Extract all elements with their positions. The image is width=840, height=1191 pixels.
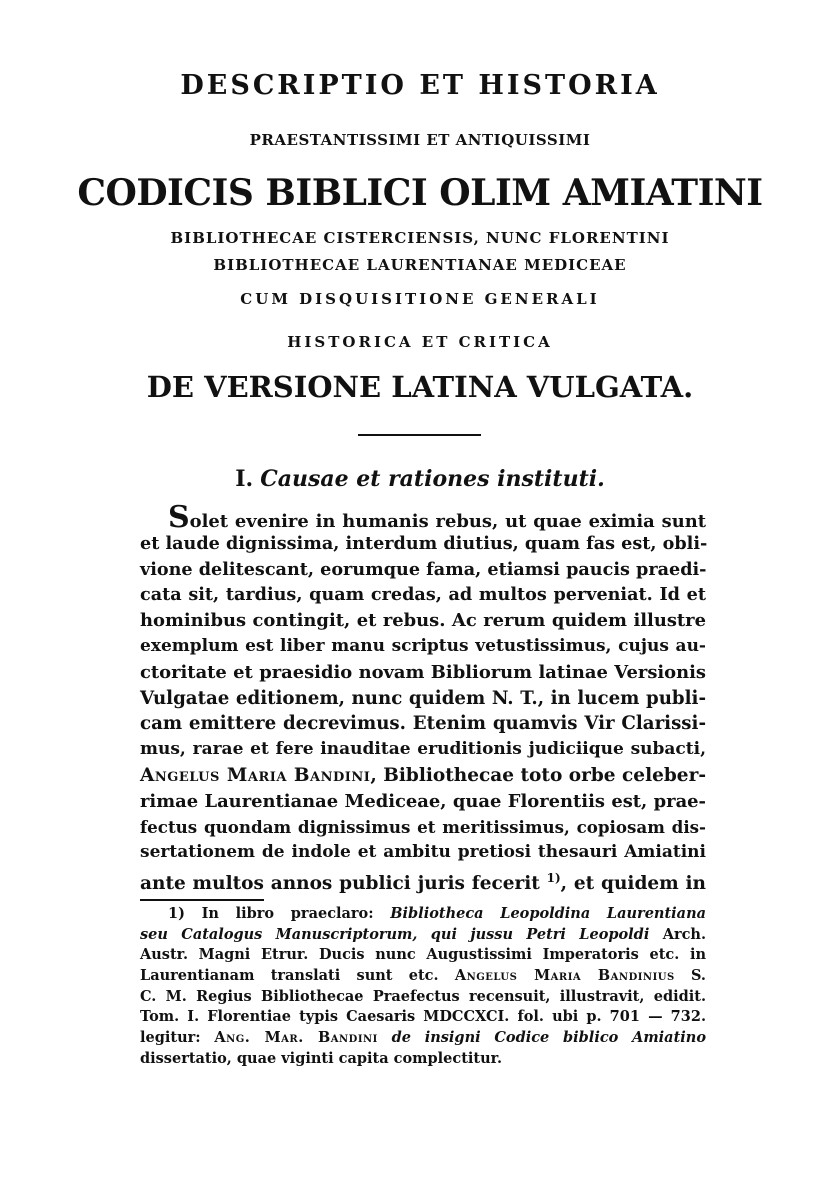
body-line: ante multos annos publici juris fecerit $^{1)}$, et quidem in <box>140 871 706 895</box>
body-line: Vulgatae editionem, nunc quidem N. T., in lucem publi- <box>140 687 706 709</box>
footnote-line: 1) In libro praeclaro: Bibliotheca Leopoldina Laurentiana <box>168 905 707 922</box>
title-line-2: PRAESTANTISSIMI ET ANTIQUISSIMI <box>249 131 591 149</box>
drop-cap: S <box>168 500 190 535</box>
footnote-reference[interactable]: 1) <box>546 871 561 886</box>
body-line: Solet evenire in humanis rebus, ut quae eximia sunt <box>168 500 706 535</box>
body-line: fectus quondam dignissimus et meritissimus, copiosam dis- <box>140 816 706 837</box>
body-line: et laude dignissima, interdum diutius, quam fas est, obli- <box>140 532 708 554</box>
section-number: I. <box>235 466 254 492</box>
body-line: Angelus Maria Bandini, Bibliothecae toto orbe celeber- <box>140 764 706 786</box>
title-line-7: HISTORICA ET CRITICA <box>287 333 553 351</box>
title-line-4: BIBLIOTHECAE CISTERCIENSIS, NUNC FLORENTINI <box>170 229 670 247</box>
title-line-3: CODICIS BIBLICI OLIM AMIATINI <box>77 172 763 214</box>
footnote-divider <box>140 899 264 901</box>
section-heading <box>0 466 840 492</box>
title-line-1: DESCRIPTIO ET HISTORIA <box>180 70 660 101</box>
body-line: mus, rarae et fere inauditae eruditionis judiciique subacti, <box>140 739 706 760</box>
footnote-line: dissertatio, quae viginti capita complectitur. <box>140 1049 502 1067</box>
body-line: ctoritate et praesidio novam Bibliorum latinae Versionis <box>140 661 706 683</box>
body-line: exemplum est liber manu scriptus vetustissimus, cujus au- <box>140 635 706 656</box>
section-title: Causae et rationes instituti. <box>260 466 605 492</box>
author-name: Angelus Maria Bandini <box>140 764 371 786</box>
title-line-8: DE VERSIONE LATINA VULGATA. <box>146 370 694 404</box>
body-text <box>140 500 708 895</box>
footnote <box>140 904 706 1070</box>
body-line: sertationem de indole et ambitu pretiosi thesauri Amiatini <box>140 842 706 863</box>
footnote-line: legitur: Ang. Mar. Bandini de insigni Codice biblico Amiatino <box>140 1029 706 1047</box>
body-line: vione delitescant, eorumque fama, etiamsi paucis praedi- <box>140 558 707 580</box>
body-line: hominibus contingit, et rebus. Ac rerum quidem illustre <box>140 610 706 632</box>
title-line-5: BIBLIOTHECAE LAURENTIANAE MEDICEAE <box>213 256 627 274</box>
body-line: cam emittere decrevimus. Etenim quamvis Vir Clarissi- <box>140 713 706 735</box>
body-line: cata sit, tardius, quam credas, ad multos perveniat. Id et <box>140 584 706 606</box>
footnote-line: C. M. Regius Bibliothecae Praefectus recensuit, illustravit, edidit. <box>140 987 706 1005</box>
footnote-line: Laurentianam translati sunt etc. Angelus Maria Bandinius S. <box>140 967 706 985</box>
footnote-line: Austr. Magni Etrur. Ducis nunc Augustissimi Imperatoris etc. in <box>140 946 706 964</box>
title-line-6: CUM DISQUISITIONE GENERALI <box>240 290 600 308</box>
footnote-line: Tom. I. Florentiae typis Caesaris MDCCXCI. fol. ubi p. 701 — 732. <box>140 1008 706 1026</box>
body-line: rimae Laurentianae Mediceae, quae Florentiis est, prae- <box>140 790 706 812</box>
footnote-line: seu Catalogus Manuscriptorum, qui jussu Petri Leopoldi Arch. <box>140 925 707 943</box>
title-divider <box>358 434 481 436</box>
